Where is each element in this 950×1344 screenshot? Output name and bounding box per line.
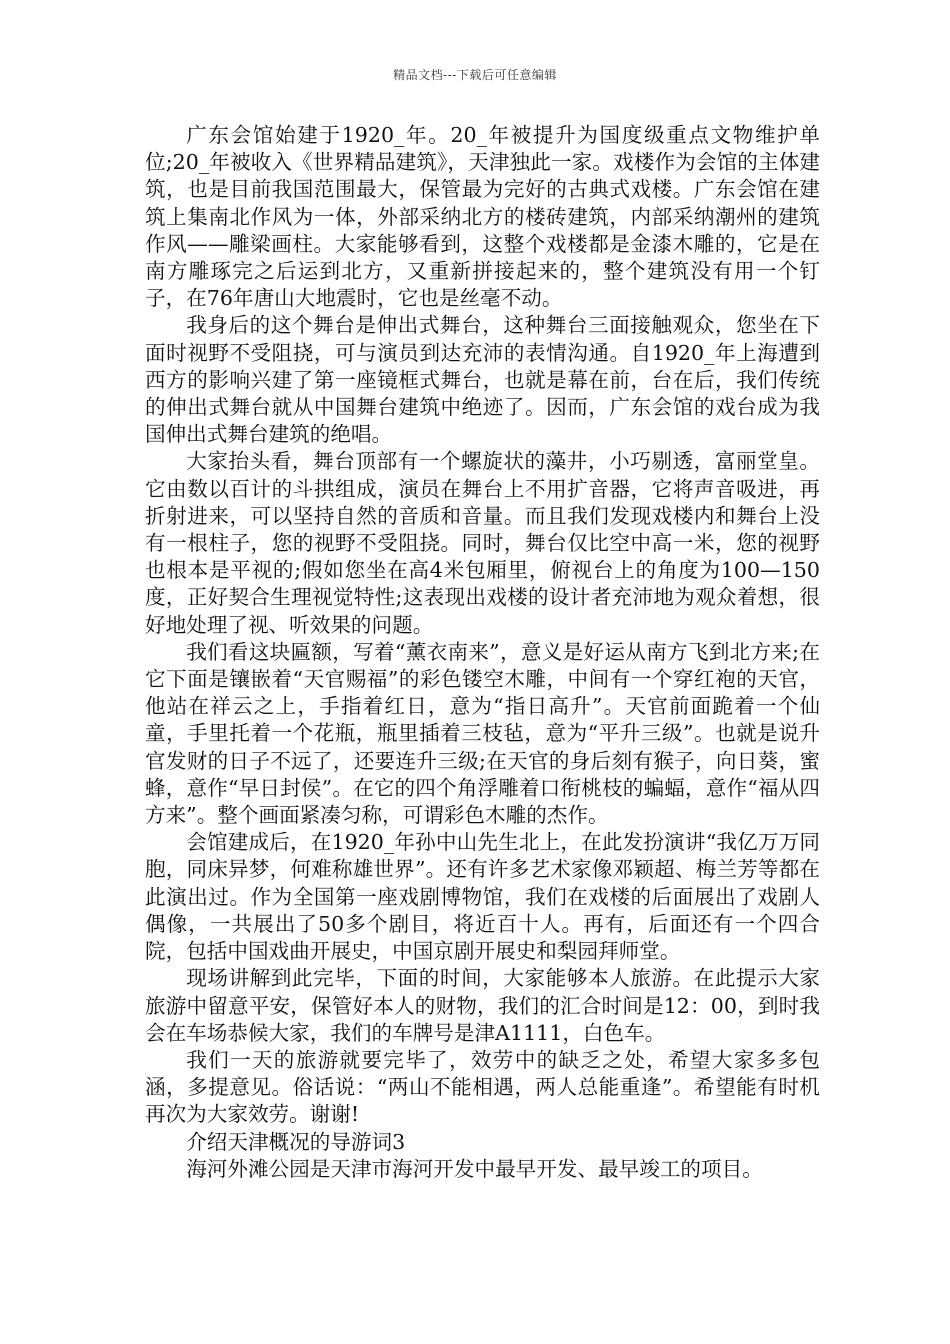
paragraph-farewell: 我们一天的旅游就要完毕了，效劳中的缺乏之处，希望大家多多包涵，多提意见。俗话说：“两山不能相遇，两人总能重逢”。希望能有时机再次为大家效劳。谢谢! (145, 1047, 820, 1127)
paragraph-thrust-stage: 我身后的这个舞台是伸出式舞台，这种舞台三面接触观众，您坐在下面时视野不受阻挠，可与演员到达充沛的表情沟通。自1920_年上海遭到西方的影响兴建了第一座镜框式舞台，也就是幕在前，台在后，我们传统的伸出式舞台就从中国舞台建筑中绝迹了。因而，广东会馆的戏台成为我国伸出式舞台建筑的绝唱。 (145, 313, 820, 447)
paragraph-plaque-woodcarving: 我们看这块匾额，写着“薰衣南来”，意义是好运从南方飞到北方来;在它下面是镶嵌着“天官赐福”的彩色镂空木雕，中间有一个穿红袍的天官，他站在祥云之上，手指着红日，意为“指日高升”。天官前面跪着一个仙童，手里托着一个花瓶，瓶里插着三枝毡，意为“平升三级”。也就是说升官发财的日子不远了，还要连升三级;在天官的身后刻有猴子，向日葵，蜜蜂，意作“早日封侯”。在它的四个角浮雕着口衔桃枝的蝙蝠，意作“福从四方来”。整个画面紧凑匀称，可谓彩色木雕的杰作。 (145, 639, 820, 828)
paragraph-free-time-notice: 现场讲解到此完毕，下面的时间，大家能够本人旅游。在此提示大家旅游中留意平安，保管好本人的财物，我们的汇合时间是12：00，到时我会在车场恭候大家，我们的车牌号是津A1111，白色车。 (145, 966, 821, 1045)
paragraph-haihe-bund-park: 海河外滩公园是天津市海河开发中最早开发、最早竣工的项目。 (186, 1156, 763, 1181)
section-title: 介绍天津概况的导游词3 (186, 1129, 406, 1154)
paragraph-guangdong-guild-hall: 广东会馆始建于1920_年。20_年被提升为国度级重点文物维护单位;20_年被收入《世界精品建筑》，天津独此一家。戏楼作为会馆的主体建筑，也是目前我国范围最大，保管最为完好的古典式戏楼。广东会馆在建筑上集南北作风为一体，外部采纳北方的楼砖建筑，内部采纳潮州的建筑作风——雕梁画柱。大家能够看到，这整个戏楼都是金漆木雕的，它是在南方雕琢完之后运到北方，又重新拼接起来的，整个建筑没有用一个钉子，在76年唐山大地震时，它也是丝毫不动。 (145, 123, 820, 311)
paragraph-caisson-ceiling: 大家抬头看，舞台顶部有一个螺旋状的藻井，小巧剔透，富丽堂皇。它由数以百计的斗拱组成，演员在舞台上不用扩音器，它将声音吸进，再折射进来，可以坚持自然的音质和音量。而且我们发现戏楼内和舞台上没有一根柱子，您的视野不受阻挠。同时，舞台仅比空中高一米，您的视野也根本是平视的;假如您坐在高4米包厢里，俯视台上的角度为100—150度，正好契合生理视觉特性;这表现出戏楼的设计者充沛地为观众着想，很好地处理了视、听效果的问题。 (145, 449, 820, 637)
document-body (145, 122, 820, 1183)
page-header: 精品文档---下载后可任意编辑 (393, 68, 557, 82)
paragraph-history-performances: 会馆建成后，在1920_年孙中山先生北上，在此发扮演讲“我亿万万同胞，同床异梦，何难称雄世界”。还有许多艺术家像邓颖超、梅兰芳等都在此演出过。作为全国第一座戏剧博物馆，我们在戏楼的后面展出了戏剧人偶像，一共展出了50多个剧目，将近百十人。再有，后面还有一个四合院，包括中国戏曲开展史，中国京剧开展史和梨园拜师堂。 (145, 830, 820, 964)
